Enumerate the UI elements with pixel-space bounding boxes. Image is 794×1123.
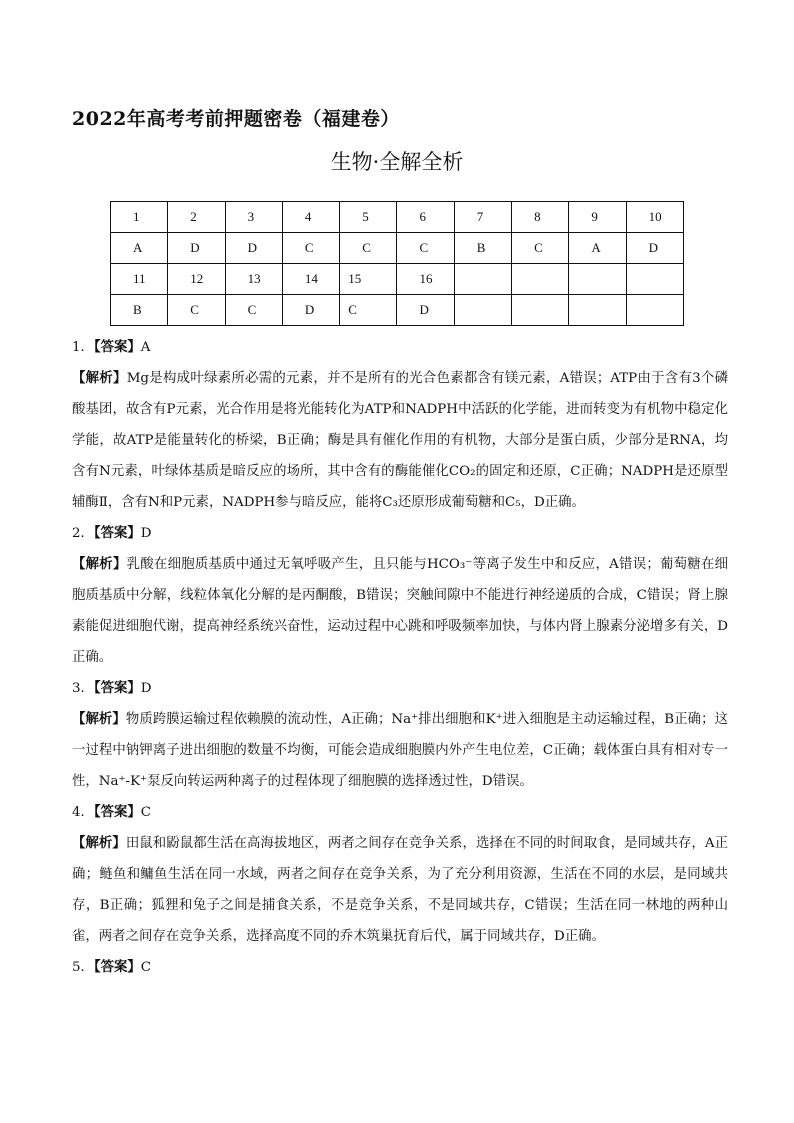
table-cell: 2 (168, 202, 225, 233)
answer-tag: 【答案】 (93, 804, 141, 820)
table-cell: 12 (168, 264, 225, 295)
table-cell (626, 295, 683, 326)
answer-table-row (111, 202, 684, 233)
table-cell: 15 (340, 264, 397, 295)
analysis-text: Mg是构成叶绿素所必需的元素，并不是所有的光合色素都含有镁元素，A错误；ATP由于含有3个磷酸基团，故含有P元素，光合作用是将光能转化为ATP和NADPH中活跃的化学能，进而转变为有机物中稳定化学能，故ATP是能量转化的桥梁，B正确；酶是具有催化作用的有机物，大部分是蛋白质，少部分是RNA，均含有N元素，叶绿体基质是暗反应的场所，其中含有的酶能催化CO₂的固定和还原，C正确；NADPH是还原型辅酶Ⅱ，含有N和P元素，NADPH参与暗反应，能将C₃还原形成葡萄糖和C₅，D正确。 (72, 371, 729, 510)
question-number: 1． (72, 340, 94, 355)
table-cell: B (454, 233, 511, 264)
table-cell: C (168, 295, 225, 326)
answer-value: C (140, 805, 152, 820)
analysis-paragraph (72, 363, 728, 518)
table-cell: C (225, 295, 282, 326)
table-cell: C (340, 295, 397, 326)
answer-line (72, 518, 728, 549)
table-cell: C (340, 233, 397, 264)
table-cell: 13 (225, 264, 282, 295)
question-number: 4． (72, 805, 94, 820)
answer-tag: 【答案】 (93, 959, 141, 975)
table-cell: 3 (225, 202, 282, 233)
table-cell (569, 295, 626, 326)
answer-line (72, 952, 728, 983)
table-cell: 4 (282, 202, 339, 233)
solutions-body (72, 332, 728, 983)
answer-table (110, 201, 684, 326)
analysis-tag: 【解析】 (72, 556, 127, 572)
answer-value: D (140, 681, 152, 696)
table-cell (512, 264, 569, 295)
table-cell: 8 (512, 202, 569, 233)
document-subtitle: 生物·全解全析 (330, 150, 464, 174)
table-cell: 5 (340, 202, 397, 233)
analysis-tag: 【解析】 (72, 711, 126, 727)
answer-table-row (111, 264, 684, 295)
answer-table-row (111, 233, 684, 264)
table-cell (512, 295, 569, 326)
table-cell: B (111, 295, 168, 326)
table-cell: D (626, 233, 683, 264)
analysis-tag: 【解析】 (72, 835, 126, 851)
answer-tag: 【答案】 (93, 525, 141, 541)
document-title: 2022年高考考前押题密卷（福建卷） (72, 108, 400, 130)
question-number: 3． (72, 681, 94, 696)
table-cell: 7 (454, 202, 511, 233)
table-cell: D (397, 295, 454, 326)
table-cell: D (282, 295, 339, 326)
analysis-text: 物质跨膜运输过程依赖膜的流动性，A正确；Na⁺排出细胞和K⁺进入细胞是主动运输过程，B正确；这一过程中钠钾离子进出细胞的数量不均衡，可能会造成细胞膜内外产生电位差，C正确；载体蛋白具有相对专一性，Na⁺-K⁺泵反向转运两种离子的过程体现了细胞膜的选择透过性，D错误。 (72, 712, 729, 789)
table-cell: 16 (397, 264, 454, 295)
answer-value: C (140, 960, 152, 975)
table-cell: C (282, 233, 339, 264)
table-cell (626, 264, 683, 295)
table-cell: 6 (397, 202, 454, 233)
analysis-text: 田鼠和鼢鼠都生活在高海拔地区，两者之间存在竞争关系，选择在不同的时间取食，是同域共存，A正确；鲢鱼和鳙鱼生活在同一水域，两者之间存在竞争关系，为了充分利用资源，生活在不同的水层，是同域共存，B正确；狐狸和兔子之间是捕食关系，不是竞争关系，不是同域共存，C错误；生活在同一林地的两种山雀，两者之间存在竞争关系，选择高度不同的乔木筑巢抚育后代，属于同域共存，D正确。 (72, 836, 729, 944)
table-cell: 1 (111, 202, 168, 233)
answer-line (72, 673, 728, 704)
question-number: 5． (72, 960, 94, 975)
answer-value: D (140, 526, 152, 541)
analysis-paragraph (72, 704, 728, 797)
analysis-paragraph (72, 828, 728, 952)
table-cell (454, 295, 511, 326)
table-cell (454, 264, 511, 295)
answer-line (72, 797, 728, 828)
table-cell: D (168, 233, 225, 264)
table-cell: 14 (282, 264, 339, 295)
table-cell (569, 264, 626, 295)
answer-tag: 【答案】 (93, 339, 141, 355)
answer-line (72, 332, 728, 363)
analysis-tag: 【解析】 (72, 370, 127, 386)
answer-tag: 【答案】 (93, 680, 141, 696)
table-cell: A (111, 233, 168, 264)
analysis-paragraph (72, 549, 728, 673)
answer-table-row (111, 295, 684, 326)
table-cell: D (225, 233, 282, 264)
table-cell: A (569, 233, 626, 264)
table-cell: 9 (569, 202, 626, 233)
table-cell: C (512, 233, 569, 264)
answer-value: A (140, 340, 151, 355)
table-cell: 11 (111, 264, 168, 295)
analysis-text: 乳酸在细胞质基质中通过无氧呼吸产生，且只能与HCO₃⁻等离子发生中和反应，A错误；葡萄糖在细胞质基质中分解，线粒体氧化分解的是丙酮酸，B错误；突触间隙中不能进行神经递质的合成，C错误；肾上腺素能促进细胞代谢，提高神经系统兴奋性，运动过程中心跳和呼吸频率加快，与体内肾上腺素分泌增多有关，D正确。 (72, 557, 729, 665)
table-cell: 10 (626, 202, 683, 233)
question-number: 2． (72, 526, 94, 541)
table-cell: C (397, 233, 454, 264)
